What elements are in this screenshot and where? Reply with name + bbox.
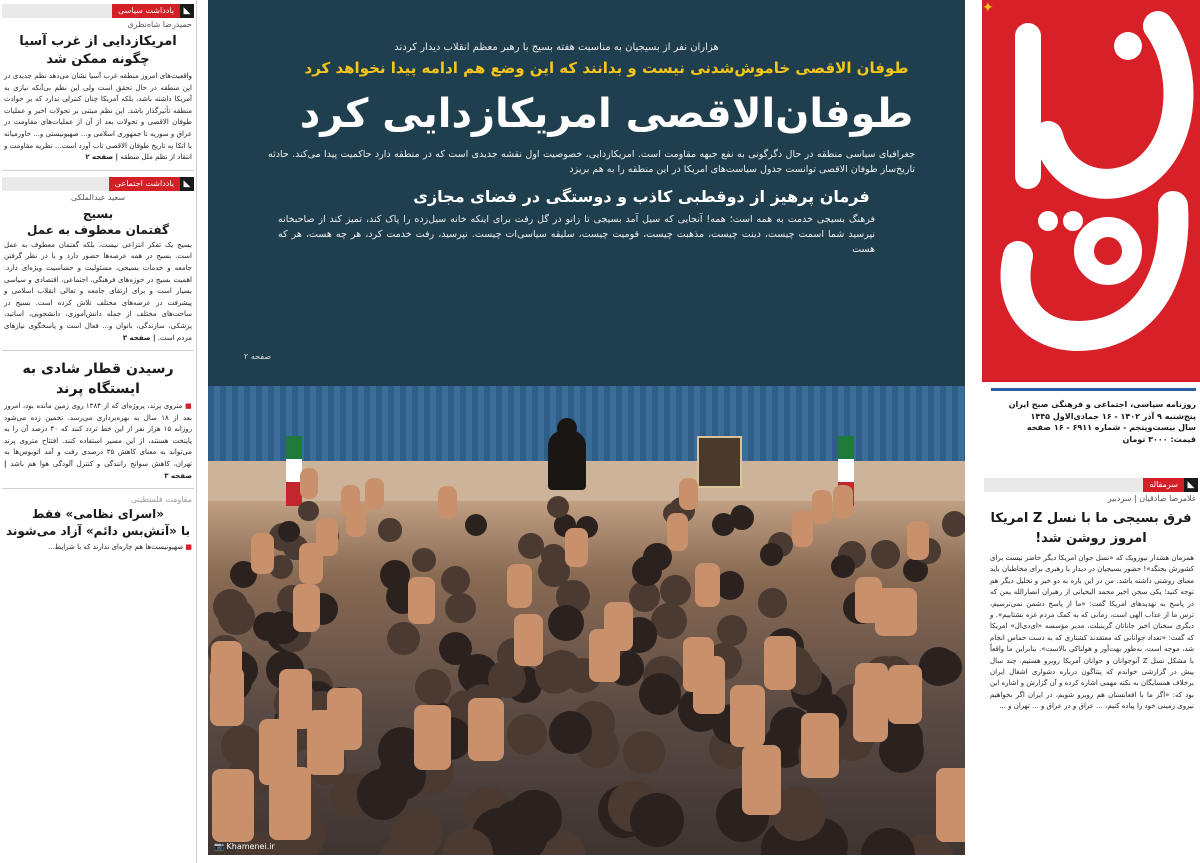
crowd-head: [507, 714, 548, 755]
raised-fist: [327, 688, 362, 750]
raised-fist: [667, 513, 688, 550]
crowd-head: [549, 711, 592, 754]
section-header-political: [2, 4, 194, 18]
crowd-head: [278, 521, 300, 543]
speaker-figure: [548, 430, 586, 490]
raised-fist: [316, 518, 338, 556]
author-name: غلامرضا صادقیان | سردبیر: [1107, 494, 1196, 503]
crowd-head: [623, 731, 666, 774]
crowd-head: [518, 533, 544, 559]
raised-fist: [679, 478, 698, 510]
sub-headline[interactable]: فرمان پرهیز از دوقطبی کاذب و دوستگی در فضای مجازی: [413, 187, 870, 206]
raised-fist: [936, 768, 965, 841]
section-tag: یادداشت سیاسی: [112, 4, 180, 18]
article-body: ■ صهیونیست‌ها هم چاره‌ای ندارند که با شرایط...: [47, 543, 192, 552]
raised-fist: [211, 641, 243, 696]
crowd-head: [298, 501, 318, 521]
portrait-frame: [697, 436, 742, 488]
crowd-head: [831, 555, 855, 579]
kicker-text: هزاران نفر از بسیجیان به مناسبت هفته بسیج با رهبر معظم انقلاب دیدار کردند: [394, 42, 719, 53]
article-body: بسیج یک تفکر انتزاعی نیست، بلکه گفتمان معطوف به عمل است. بسیج در همه عرصه‌ها حضور دارد و با در نظر گرفتن جامعه و خدمات بسیجی، مسئولیت و حساسیت ویژه‌ای دارد. اهمیت بسیج در حوزه‌های فرهنگی، اجتماعی، اقتصادی و سیاسی بسیار است و برای ارتقای جامعه و تعالی انقلاب اسلامی و پیشرفت در عرصه‌های مختلف تلاش کرده است. بسیج در ساحت‌های مختلف از جمله دانش‌آموزی، دانشجویی، اساتید، پزشکی، سازندگی، بانوان و... فعال است و پاسخگوی نیازهای مردم است. | صفحه ۳: [4, 240, 192, 342]
raised-fist: [468, 698, 504, 761]
raised-fist: [300, 468, 318, 499]
raised-fist: [259, 719, 297, 785]
section-tag: یادداشت اجتماعی: [109, 177, 180, 191]
article-body: ■ متروی پرند، پروژه‌ای که از ۱۳۸۴ روی زمین مانده بود، امروز بعد از ۱۸ سال به بهره‌برداری می‌رسد. تخمین زده می‌شود روزانه ۱۵ هزار نفر از این خط تردد کنند که ۴۰ درصد آن را به پایتخت هستند، از این مسیر استفاده کنند. افتتاح متروی پرند می‌تواند به معنای کاهش ۳۵ درصدی رفت و آمد اتوبوس‌ها به تهران، کاهش سوانح رانندگی و کنترل آلودگی هوا هم باشد | صفحه ۳: [4, 402, 193, 480]
raised-fist: [293, 584, 320, 631]
crowd-head: [218, 599, 254, 635]
raised-fist: [742, 745, 782, 815]
photo-credit: 📷 Khamenei.ir: [214, 842, 275, 851]
divider: [2, 488, 194, 489]
raised-fist: [695, 563, 720, 607]
masthead-logo: [988, 6, 1198, 376]
front-page-center: [198, 0, 971, 863]
flag-icon: [286, 436, 302, 506]
arrow-icon: ◣: [1184, 478, 1198, 492]
crowd-head: [412, 548, 437, 573]
bullet-icon: ■: [182, 402, 193, 411]
crowd-head: [488, 660, 526, 698]
lead-paragraph: جغرافیای سیاسی منطقه در حال دگرگونی به نفع جبهه مقاومت است. امریکازدایی، خصوصیت اول نقشه جدیدی است که در منطقه دارد حاکمیت پیدا می‌کند. حادثه تاریخ‌ساز طوفان الاقصی توانست جدول سیاست‌های امریکا در این منطقه را به هم بریزد: [268, 149, 915, 175]
crowd-head: [861, 828, 915, 855]
divider: [2, 170, 194, 171]
raised-fist: [565, 528, 588, 567]
editorial-body: همزمان هشدار نیوزویک که «نسل جوان امریکا دیگر حاضر نیست برای کشورش بجنگد»! حضور بسیجیان در دیدار با رهبری برای مخاطبان باید معنای روشنی داشته باشد. من در این باره به دو خبر و تحلیل دیگر هم توجه کنید؛ یکی سخن اخیر محمد الیخیانی از رهبران انصارالله یمن که در پاسخ به تهدیدهای امریکا گفت: «ما از پاسخ دشمن نمی‌ترسیم، ترس ما از عذاب الهی است، زمانی که به کمک مردم غزه نشتابیم». و دیگری سخنان اخیر جاناتان گرینبلت، مدیر مؤسسه «ای‌دی‌ال» امریکا که گفت: «تعداد جوانانی که معتقدند کشتاری که به دست حماس انجام شد، موجه است، به‌طور بهت‌آور و هولناکی بالاست». بنابراین ما واقعاً با مشکل نسل Z آنوجوانان و جوانان آمریکا روبرو هستیم. چند سال پیش در گزارشی خواندم که پنتاگون درباره دشواری اشغال ایران برخلاف همسایگان به نکته مهمی اشاره کرده و آن گزارش و اشاره این بود که: «اگر ما با افغانستان هم روبرو شویم، در ایران اگر بخواهیم نیروی زمینی خود را پیاده کنیم، ... عراق و در عراق و ... تهران و ...: [990, 554, 1194, 711]
editorial-headline[interactable]: فرق بسیجی ما با نسل Z امریکا امروز روشن شد!: [990, 511, 1192, 546]
article-headline[interactable]: «اسرای نظامی» فقط با «آتش‌بس دائم» آزاد می‌شوند: [5, 507, 191, 539]
editorial-section: [982, 478, 1200, 713]
crowd-head: [465, 514, 488, 537]
crowd-head: [415, 669, 451, 705]
crowd-head: [919, 647, 958, 686]
right-column: [982, 0, 1200, 863]
raised-fist: [414, 705, 451, 769]
raised-fist: [251, 533, 274, 573]
raised-fist: [730, 685, 765, 747]
raised-fist: [212, 769, 254, 842]
raised-fist: [833, 485, 852, 519]
camera-icon: 📷: [214, 842, 227, 851]
raised-fist: [792, 510, 813, 547]
raised-fist: [438, 486, 457, 520]
article-headline[interactable]: بسیج گفتمان معطوف به عمل: [27, 206, 169, 237]
divider: [2, 350, 194, 351]
section-tag: مقاومت فلسطینی: [131, 495, 192, 505]
crowd-head: [357, 769, 408, 820]
section-header-editorial: [984, 478, 1198, 492]
crowd-head: [730, 506, 754, 530]
publication-info: روزنامه سیاسی، اجتماعی و فرهنگی صبح ایران پنج‌شنبه ۹ آذر ۱۴۰۲ - ۱۶ جمادی‌الاول ۱۴۴۵ سال بیست‌وپنجم - شماره ۶۹۱۱ - ۱۶ صفحه قیمت: ۳۰۰۰ تومان: [991, 388, 1196, 445]
crowd-head: [630, 793, 684, 847]
arrow-icon: ◣: [180, 177, 194, 191]
raised-fist: [855, 663, 888, 721]
raised-fist: [514, 614, 543, 666]
author-name: حمیدرضا شاه‌نظری: [127, 20, 192, 29]
author-name: سعید عبدالملکی: [70, 192, 126, 202]
crowd-head: [760, 543, 783, 566]
left-column: [0, 0, 197, 863]
masthead[interactable]: [982, 0, 1200, 382]
sub-paragraph: فرهنگ بسیجی خدمت به همه است؛ همه! آنجایی که سیل آمد بسیجی تا زانو در گل رفت برای اینکه خانه سیل‌زده را پاک کند، تمیز کند از صاحبخانه نپرسید شما اسمت چیست، دینت چیست، مذهبت چیست، قومیت چیست، سلیقه سیاسی‌ات چیست. نپرسید، رفت خدمت کرد، هر چه هست، هر که هست: [278, 214, 875, 255]
raised-fist: [812, 490, 832, 524]
crowd-head: [547, 496, 569, 518]
article-body: واقعیت‌های امروز منطقه غرب آسیا نشان می‌دهد نظم جدیدی در این منطقه در حال تحقق است ولی این نظم بی‌آنکه نیازی به آمریکا داشته باشد، بلکه آمریکا چنان کنترلی ندارد که بر حوادث منطقه تأثیرگذار باشد. این نظم مبتنی بر تحولات اخیر و عملیات طوفان الاقصی و تحولات بعد از آن از عملیات‌های مقاومت در عراق و سوریه تا جمهوری اسلامی و... صهیونیستی و... خاورمیانه با اتکا به تاریخ طوفان الاقصی تاب آورد است... نظریه مقاومت و انتقاد از نظم ملل منطقه | صفحه ۲: [4, 72, 192, 162]
raised-fist: [408, 577, 435, 623]
upper-headline[interactable]: طوفان الاقصی خاموش‌شدنی نیست و بدانند که این وضع هم ادامه پیدا نخواهد کرد: [304, 59, 909, 77]
raised-fist: [365, 478, 384, 510]
raised-fist: [801, 713, 838, 778]
crowd-head: [548, 605, 583, 640]
crowd-head: [660, 575, 690, 605]
crowd-head: [942, 511, 965, 537]
crowd-head: [758, 588, 787, 617]
page-reference[interactable]: صفحه ۳: [122, 333, 151, 342]
lead-story-panel: [208, 0, 965, 386]
bullet-icon: ■: [183, 543, 192, 552]
raised-fist: [888, 665, 922, 724]
page-reference[interactable]: صفحه ۲: [85, 153, 114, 162]
crowd-head: [639, 673, 681, 715]
crowd-head: [717, 615, 748, 646]
corner-mark-icon: ✦: [982, 0, 994, 16]
raised-fist: [764, 636, 795, 691]
main-headline[interactable]: طوفان‌الاقصی امریکازدایی کرد: [299, 91, 914, 137]
lead-photo[interactable]: [208, 386, 965, 855]
section-tag: سرمقاله: [1143, 478, 1184, 492]
section-header-social: [2, 177, 194, 191]
page-reference[interactable]: صفحه ۳: [164, 471, 192, 480]
arrow-icon: ◣: [180, 4, 194, 18]
raised-fist: [589, 629, 620, 683]
crowd-head: [871, 540, 900, 569]
raised-fist: [683, 637, 714, 692]
raised-fist: [907, 521, 929, 560]
crowd-head: [632, 556, 662, 586]
crowd-head: [445, 593, 475, 623]
crowd-head: [541, 544, 566, 569]
crowd-head: [378, 518, 401, 541]
raised-fist: [889, 588, 916, 636]
crowd-head: [387, 622, 420, 655]
raised-fist: [346, 501, 366, 537]
crowd-head: [507, 790, 562, 845]
page-reference[interactable]: صفحه ۲: [244, 352, 272, 361]
article-headline[interactable]: رسیدن قطار شادی به ایستگاه پرند: [22, 361, 174, 398]
article-headline[interactable]: امریکازدایی از غرب آسیا چگونه ممکن شد: [19, 34, 177, 67]
raised-fist: [507, 564, 532, 608]
crowd-head: [441, 566, 470, 595]
